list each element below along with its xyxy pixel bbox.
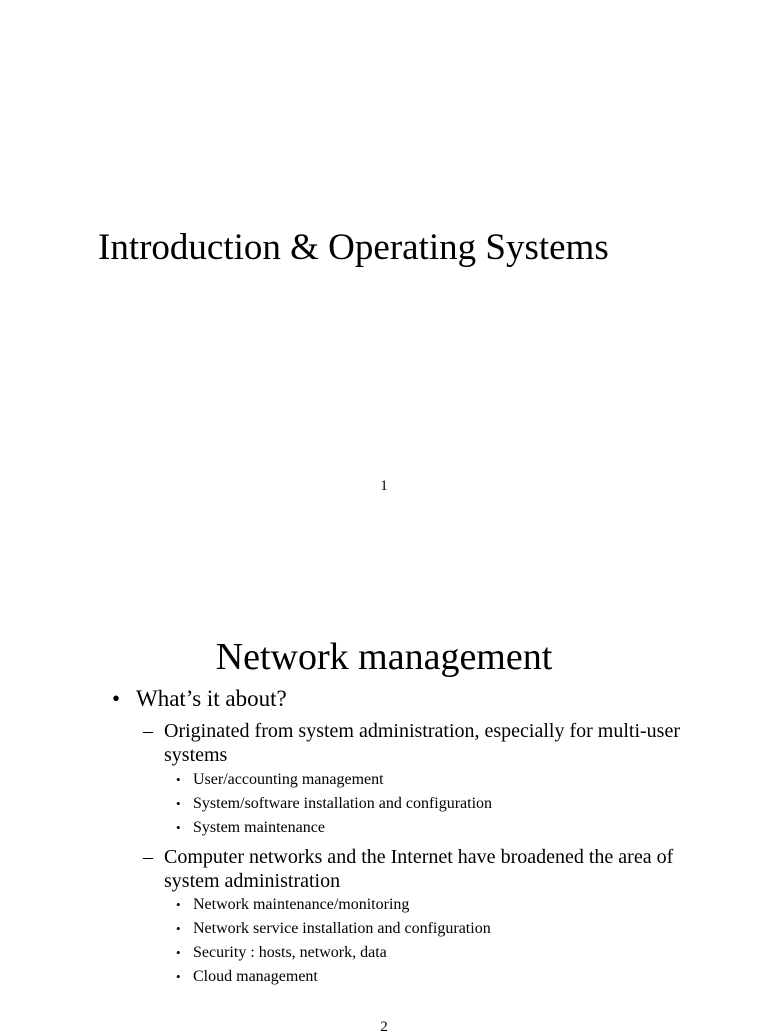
page-number: 1 bbox=[380, 478, 388, 494]
bullet-dot-icon: • bbox=[176, 969, 181, 984]
bullet-dot-icon: • bbox=[176, 772, 181, 787]
bullet-item bbox=[112, 686, 287, 712]
sub-bullet-item bbox=[143, 719, 683, 767]
bullet-dot-icon: • bbox=[176, 820, 181, 835]
list-item-text: System/software installation and configuration bbox=[193, 795, 493, 812]
list-item-text: Network service installation and configuration bbox=[193, 920, 491, 937]
bullet-dot-icon: • bbox=[176, 945, 181, 960]
bullet-text: What’s it about? bbox=[136, 686, 287, 711]
dash-icon: – bbox=[143, 846, 153, 868]
list-item-text: Cloud management bbox=[193, 968, 318, 985]
bullet-dot-icon: • bbox=[112, 686, 121, 711]
page-number: 2 bbox=[380, 1019, 388, 1035]
list-item-text: Security : hosts, network, data bbox=[193, 944, 387, 961]
list-item-text: Network maintenance/monitoring bbox=[193, 896, 410, 913]
list-item bbox=[176, 793, 492, 815]
dash-icon: – bbox=[143, 720, 153, 742]
list-item bbox=[176, 966, 318, 988]
slide-2 bbox=[0, 576, 768, 1035]
bullet-dot-icon: • bbox=[176, 796, 181, 811]
bullet-dot-icon: • bbox=[176, 897, 181, 912]
sub-bullet-text: Originated from system administration, especially for multi-user systems bbox=[164, 720, 680, 766]
list-item bbox=[176, 769, 384, 791]
sub-bullet-item bbox=[143, 845, 683, 893]
list-item-text: System maintenance bbox=[193, 819, 325, 836]
list-item bbox=[176, 942, 387, 964]
sub-bullet-text: Computer networks and the Internet have broadened the area of system administration bbox=[164, 846, 674, 892]
list-item bbox=[176, 918, 491, 940]
list-item bbox=[176, 817, 325, 839]
list-item-text: User/accounting management bbox=[193, 771, 384, 788]
list-item bbox=[176, 894, 409, 916]
slide-title: Introduction & Operating Systems bbox=[98, 227, 609, 268]
slide-title: Network management bbox=[215, 636, 553, 678]
bullet-dot-icon: • bbox=[176, 921, 181, 936]
